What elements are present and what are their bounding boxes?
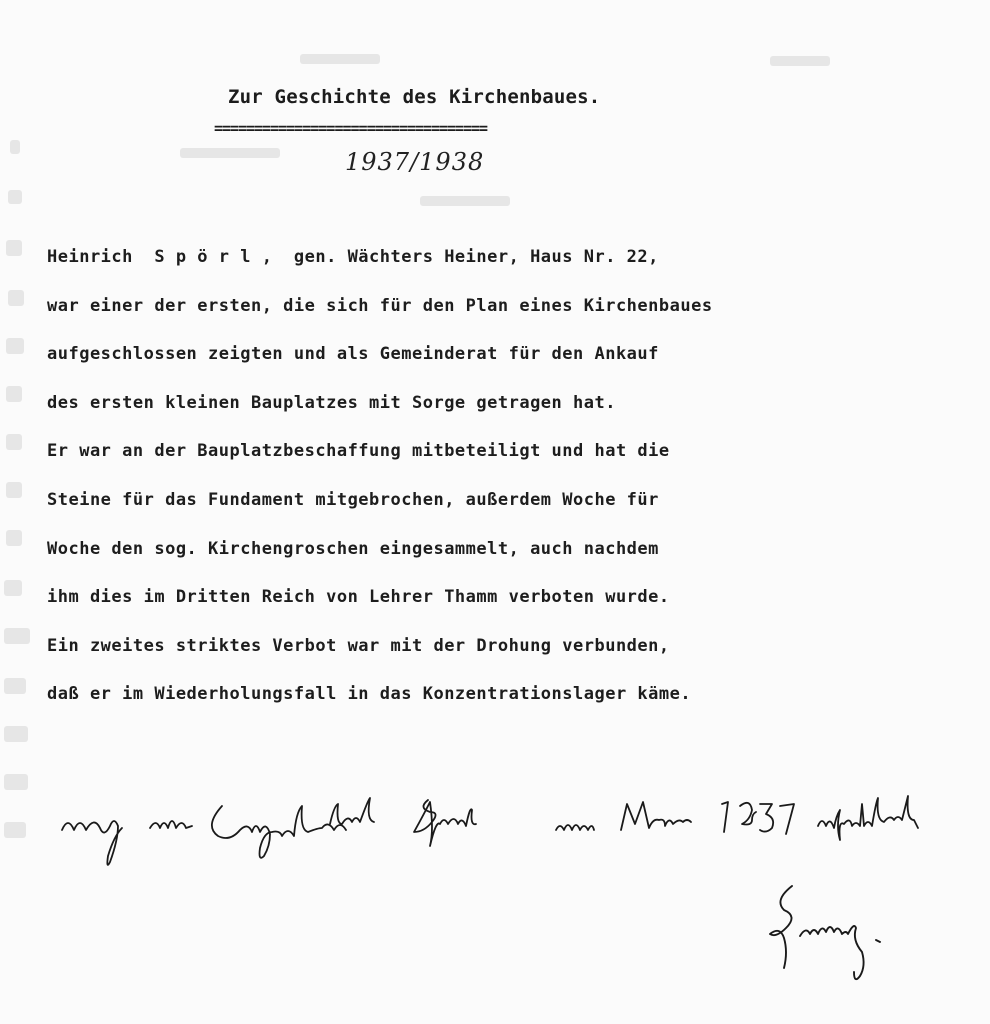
body-line: aufgeschlossen zeigten und als Gemeinderat für den Ankauf — [47, 344, 659, 365]
handwritten-years: 1937/1938 — [345, 148, 485, 176]
body-line: Steine für das Fundament mitgebrochen, außerdem Woche für — [47, 489, 659, 510]
body-line: Heinrich S p ö r l , gen. Wächters Heiner, Haus Nr. 22, — [47, 247, 659, 267]
body-text — [47, 243, 977, 729]
body-line: Woche den sog. Kirchengroschen eingesammelt, auch nachdem — [47, 538, 659, 559]
document-title: Zur Geschichte des Kirchenbaues. — [228, 86, 601, 108]
body-line: Ein zweites striktes Verbot war mit der Drohung verbunden, — [47, 635, 670, 656]
body-line: ihm dies im Dritten Reich von Lehrer Thamm verboten wurde. — [47, 587, 670, 608]
title-underline: ================================== — [214, 119, 488, 137]
body-line: war einer der ersten, die sich für den Plan eines Kirchenbaues — [47, 295, 713, 316]
body-line: Er war an der Bauplatzbeschaffung mitbeteiligt und hat die — [47, 441, 670, 462]
body-line: daß er im Wiederholungsfall in das Konzentrationslager käme. — [47, 684, 692, 705]
body-line: des ersten kleinen Bauplatzes mit Sorge getragen hat. — [47, 392, 616, 413]
